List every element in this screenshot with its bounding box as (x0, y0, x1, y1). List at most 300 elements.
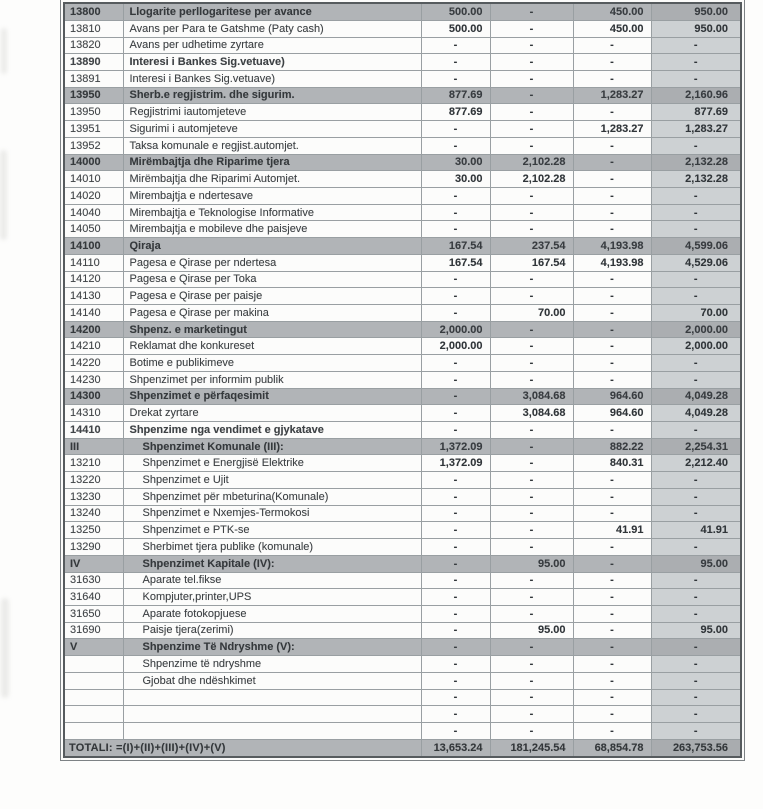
value-cell-3: - (573, 371, 651, 388)
row-code (64, 722, 123, 739)
table-row (64, 204, 741, 221)
value-cell-4: - (651, 54, 741, 71)
value-cell-1: 877.69 (421, 87, 490, 104)
value-cell-1: - (421, 204, 490, 221)
row-description: Pagesa e Qirase per Toka (123, 271, 421, 288)
value-cell-1: - (421, 371, 490, 388)
value-cell-1: - (421, 689, 490, 706)
value-cell-2: - (490, 589, 573, 606)
value-cell-2: 3,084.68 (490, 388, 573, 405)
value-cell-4: - (651, 70, 741, 87)
value-cell-2: - (490, 104, 573, 121)
value-cell-3: - (573, 204, 651, 221)
section-row (64, 438, 741, 455)
row-code: 13952 (64, 137, 123, 154)
value-cell-1: - (421, 70, 490, 87)
value-cell-3: 41.91 (573, 522, 651, 539)
table-row (64, 589, 741, 606)
value-cell-4: 950.00 (651, 20, 741, 37)
row-description: Sherb.e regjistrim. dhe sigurim. (123, 87, 421, 104)
row-description: Botime e publikimeve (123, 355, 421, 372)
row-code: 14050 (64, 221, 123, 238)
value-cell-1: 2,000.00 (421, 321, 490, 338)
value-cell-4: - (651, 706, 741, 723)
value-cell-4: 41.91 (651, 522, 741, 539)
value-cell-3: 882.22 (573, 438, 651, 455)
table-row (64, 672, 741, 689)
value-cell-3: 964.60 (573, 388, 651, 405)
value-cell-3: - (573, 221, 651, 238)
value-cell-1: - (421, 572, 490, 589)
value-cell-1: - (421, 137, 490, 154)
value-cell-1: 500.00 (421, 3, 490, 20)
row-code: 14000 (64, 154, 123, 171)
value-cell-4: - (651, 689, 741, 706)
value-cell-3: 450.00 (573, 3, 651, 20)
value-cell-3: - (573, 689, 651, 706)
value-cell-4: - (651, 672, 741, 689)
value-cell-4: 95.00 (651, 622, 741, 639)
value-cell-3: 964.60 (573, 405, 651, 422)
value-cell-4: 2,160.96 (651, 87, 741, 104)
value-cell-1: - (421, 505, 490, 522)
total-row (64, 739, 741, 757)
value-cell-1: 2,000.00 (421, 338, 490, 355)
row-code: 13810 (64, 20, 123, 37)
value-cell-1: - (421, 589, 490, 606)
value-cell-4: - (651, 371, 741, 388)
section-row (64, 87, 741, 104)
value-cell-2: - (490, 422, 573, 439)
value-cell-4: - (651, 221, 741, 238)
value-cell-1: - (421, 672, 490, 689)
row-code: 14020 (64, 187, 123, 204)
table-row (64, 355, 741, 372)
value-cell-2: - (490, 522, 573, 539)
value-cell-3: - (573, 355, 651, 372)
table-row (64, 622, 741, 639)
row-description: Shpenzimet e Ujit (123, 472, 421, 489)
table-row (64, 455, 741, 472)
row-description: Llogarite perllogaritese per avance (123, 3, 421, 20)
value-cell-2: - (490, 605, 573, 622)
value-cell-3: - (573, 706, 651, 723)
row-description: Shpenzime nga vendimet e gjykatave (123, 422, 421, 439)
value-cell-3: - (573, 422, 651, 439)
row-code: 13800 (64, 3, 123, 20)
row-description: Shpenzimet e Energjisë Elektrike (123, 455, 421, 472)
row-description: Pagesa e Qirase per makina (123, 305, 421, 322)
row-description: Shpenzimet e PTK-se (123, 522, 421, 539)
row-code: 14140 (64, 305, 123, 322)
value-cell-1: - (421, 639, 490, 656)
table-row (64, 422, 741, 439)
value-cell-4: - (651, 288, 741, 305)
value-cell-1: - (421, 37, 490, 54)
value-cell-2: - (490, 87, 573, 104)
table-row (64, 572, 741, 589)
row-description: Gjobat dhe ndëshkimet (123, 672, 421, 689)
table-row (64, 605, 741, 622)
value-cell-3: - (573, 639, 651, 656)
value-cell-3: - (573, 572, 651, 589)
row-code: 13891 (64, 70, 123, 87)
table-row (64, 505, 741, 522)
value-cell-3: 450.00 (573, 20, 651, 37)
row-description: Aparate tel.fikse (123, 572, 421, 589)
table-row (64, 522, 741, 539)
value-cell-3: - (573, 472, 651, 489)
value-cell-3: - (573, 154, 651, 171)
value-cell-1: - (421, 54, 490, 71)
table-row (64, 472, 741, 489)
value-cell-2: 2,102.28 (490, 171, 573, 188)
value-cell-4: - (651, 722, 741, 739)
section-row (64, 238, 741, 255)
section-row (64, 3, 741, 20)
row-description (123, 706, 421, 723)
table-row (64, 539, 741, 556)
value-cell-4: - (651, 639, 741, 656)
table-row (64, 20, 741, 37)
row-code: 14410 (64, 422, 123, 439)
value-cell-3: 840.31 (573, 455, 651, 472)
value-cell-4: - (651, 187, 741, 204)
row-description: Sherbimet tjera publike (komunale) (123, 539, 421, 556)
table-row (64, 70, 741, 87)
value-cell-1: - (421, 405, 490, 422)
value-cell-3: - (573, 672, 651, 689)
expense-table (63, 2, 742, 758)
row-description: Shpenzime të ndryshme (123, 656, 421, 673)
value-cell-1: - (421, 221, 490, 238)
row-code: III (64, 438, 123, 455)
value-cell-4: - (651, 355, 741, 372)
value-cell-3: - (573, 321, 651, 338)
table-row (64, 706, 741, 723)
row-code: 14040 (64, 204, 123, 221)
row-description: Mirembajtja e mobileve dhe paisjeve (123, 221, 421, 238)
row-code: 13950 (64, 87, 123, 104)
value-cell-1: - (421, 422, 490, 439)
value-cell-2: - (490, 472, 573, 489)
value-cell-2: - (490, 70, 573, 87)
value-cell-4: 4,049.28 (651, 405, 741, 422)
value-cell-2: - (490, 505, 573, 522)
value-cell-4: 95.00 (651, 555, 741, 572)
expense-table-body (64, 3, 741, 757)
row-description: Regjistrimi iautomjeteve (123, 104, 421, 121)
row-description: Drekat zyrtare (123, 405, 421, 422)
row-description: Qiraja (123, 238, 421, 255)
value-cell-1: - (421, 355, 490, 372)
row-description (123, 689, 421, 706)
value-cell-1: - (421, 472, 490, 489)
value-cell-1: 30.00 (421, 154, 490, 171)
row-description: Mirëmbajtja dhe Riparimi Automjet. (123, 171, 421, 188)
value-cell-3: - (573, 305, 651, 322)
value-cell-1: - (421, 706, 490, 723)
row-description: Shpenzimet Kapitale (IV): (123, 555, 421, 572)
table-row (64, 221, 741, 238)
table-row (64, 54, 741, 71)
row-code: 14100 (64, 238, 123, 255)
value-cell-1: - (421, 722, 490, 739)
row-description (123, 722, 421, 739)
value-cell-4: 2,000.00 (651, 321, 741, 338)
row-description: Avans per Para te Gatshme (Paty cash) (123, 20, 421, 37)
value-cell-2: - (490, 639, 573, 656)
scan-artifact (0, 150, 7, 240)
row-code: 14200 (64, 321, 123, 338)
row-description: Shpenzime Të Ndryshme (V): (123, 639, 421, 656)
value-cell-2: - (490, 3, 573, 20)
value-cell-2: 2,102.28 (490, 154, 573, 171)
value-cell-4: - (651, 472, 741, 489)
row-description: Interesi i Bankes Sig.vetuave) (123, 54, 421, 71)
value-cell-3: - (573, 622, 651, 639)
row-code (64, 672, 123, 689)
value-cell-1: - (421, 622, 490, 639)
table-row (64, 689, 741, 706)
value-cell-2: 70.00 (490, 305, 573, 322)
value-cell-2: - (490, 355, 573, 372)
row-code: 31690 (64, 622, 123, 639)
table-row (64, 271, 741, 288)
table-row (64, 254, 741, 271)
value-cell-3: 4,193.98 (573, 238, 651, 255)
table-row (64, 104, 741, 121)
value-cell-3: - (573, 555, 651, 572)
value-cell-4: 4,049.28 (651, 388, 741, 405)
scan-artifact (1, 28, 7, 74)
row-code: 14230 (64, 371, 123, 388)
row-code: 13210 (64, 455, 123, 472)
row-code: IV (64, 555, 123, 572)
value-cell-1: 167.54 (421, 254, 490, 271)
value-cell-1: - (421, 288, 490, 305)
value-cell-1: - (421, 305, 490, 322)
value-cell-3: 1,283.27 (573, 121, 651, 138)
value-cell-1: 167.54 (421, 238, 490, 255)
row-code: 13890 (64, 54, 123, 71)
value-cell-1: 30.00 (421, 171, 490, 188)
value-cell-1: - (421, 488, 490, 505)
row-description: Shpenzimet Komunale (III): (123, 438, 421, 455)
value-cell-2: - (490, 438, 573, 455)
row-code: 14110 (64, 254, 123, 271)
value-cell-3: - (573, 722, 651, 739)
row-code: 13820 (64, 37, 123, 54)
value-cell-4: 1,283.27 (651, 121, 741, 138)
value-cell-4: 877.69 (651, 104, 741, 121)
table-row (64, 37, 741, 54)
value-cell-2: - (490, 121, 573, 138)
value-cell-2: - (490, 488, 573, 505)
row-description: Shpenzimet për mbeturina(Komunale) (123, 488, 421, 505)
row-code: 13250 (64, 522, 123, 539)
value-cell-3: - (573, 54, 651, 71)
value-cell-4: 70.00 (651, 305, 741, 322)
value-cell-1: 13,653.24 (421, 739, 490, 757)
table-row (64, 288, 741, 305)
row-description: Mirembajtja e Teknologise Informative (123, 204, 421, 221)
value-cell-2: - (490, 689, 573, 706)
table-row (64, 187, 741, 204)
value-cell-4: 263,753.56 (651, 739, 741, 757)
row-code: 14300 (64, 388, 123, 405)
row-code (64, 689, 123, 706)
value-cell-4: - (651, 589, 741, 606)
value-cell-1: - (421, 656, 490, 673)
row-code (64, 706, 123, 723)
row-description: Paisje tjera(zerimi) (123, 622, 421, 639)
row-description: Pagesa e Qirase per ndertesa (123, 254, 421, 271)
value-cell-4: 2,212.40 (651, 455, 741, 472)
value-cell-3: 4,193.98 (573, 254, 651, 271)
value-cell-2: - (490, 204, 573, 221)
value-cell-4: - (651, 204, 741, 221)
value-cell-1: 877.69 (421, 104, 490, 121)
value-cell-2: - (490, 656, 573, 673)
value-cell-3: - (573, 589, 651, 606)
value-cell-4: - (651, 505, 741, 522)
value-cell-3: - (573, 187, 651, 204)
table-row (64, 121, 741, 138)
value-cell-4: 2,132.28 (651, 154, 741, 171)
value-cell-2: - (490, 539, 573, 556)
row-description: Shpenzimet per informim publik (123, 371, 421, 388)
row-description: Kompjuter,printer,UPS (123, 589, 421, 606)
value-cell-1: 1,372.09 (421, 438, 490, 455)
value-cell-2: - (490, 371, 573, 388)
row-description: Shpenzimet e përfaqesimit (123, 388, 421, 405)
value-cell-3: - (573, 70, 651, 87)
value-cell-3: - (573, 137, 651, 154)
row-description: Shpenzimet e Nxemjes-Termokosi (123, 505, 421, 522)
row-description: Avans per udhetime zyrtare (123, 37, 421, 54)
value-cell-2: - (490, 572, 573, 589)
value-cell-2: - (490, 271, 573, 288)
row-code: 31640 (64, 589, 123, 606)
value-cell-1: - (421, 388, 490, 405)
section-row (64, 555, 741, 572)
row-code: 13240 (64, 505, 123, 522)
value-cell-4: - (651, 605, 741, 622)
row-description: Interesi i Bankes Sig.vetuave) (123, 70, 421, 87)
value-cell-4: 2,000.00 (651, 338, 741, 355)
value-cell-3: - (573, 488, 651, 505)
table-row (64, 722, 741, 739)
value-cell-4: 4,529.06 (651, 254, 741, 271)
row-code: 14310 (64, 405, 123, 422)
table-row (64, 137, 741, 154)
value-cell-4: - (651, 539, 741, 556)
row-code: 13230 (64, 488, 123, 505)
value-cell-3: - (573, 37, 651, 54)
row-description: Mirembajtja e ndertesave (123, 187, 421, 204)
value-cell-3: - (573, 271, 651, 288)
section-row (64, 639, 741, 656)
table-row (64, 171, 741, 188)
value-cell-2: - (490, 455, 573, 472)
value-cell-2: - (490, 706, 573, 723)
row-code: 13290 (64, 539, 123, 556)
value-cell-2: 181,245.54 (490, 739, 573, 757)
value-cell-4: - (651, 422, 741, 439)
row-code: V (64, 639, 123, 656)
value-cell-3: 68,854.78 (573, 739, 651, 757)
value-cell-1: - (421, 522, 490, 539)
value-cell-1: - (421, 121, 490, 138)
row-code: 14120 (64, 271, 123, 288)
value-cell-2: - (490, 37, 573, 54)
table-row (64, 371, 741, 388)
table-row (64, 405, 741, 422)
value-cell-2: 3,084.68 (490, 405, 573, 422)
value-cell-4: - (651, 271, 741, 288)
value-cell-3: 1,283.27 (573, 87, 651, 104)
value-cell-2: - (490, 137, 573, 154)
value-cell-3: - (573, 505, 651, 522)
section-row (64, 321, 741, 338)
value-cell-3: - (573, 605, 651, 622)
row-code: 14210 (64, 338, 123, 355)
value-cell-3: - (573, 338, 651, 355)
value-cell-2: 237.54 (490, 238, 573, 255)
value-cell-2: - (490, 20, 573, 37)
value-cell-4: - (651, 572, 741, 589)
value-cell-1: 1,372.09 (421, 455, 490, 472)
row-description: Reklamat dhe konkureset (123, 338, 421, 355)
table-row (64, 656, 741, 673)
row-code: 13950 (64, 104, 123, 121)
table-row (64, 338, 741, 355)
value-cell-4: - (651, 137, 741, 154)
scan-artifact (1, 598, 9, 698)
value-cell-4: 950.00 (651, 3, 741, 20)
row-code: 14130 (64, 288, 123, 305)
value-cell-1: 500.00 (421, 20, 490, 37)
row-code: 13951 (64, 121, 123, 138)
value-cell-1: - (421, 187, 490, 204)
row-description: Taksa komunale e regjist.automjet. (123, 137, 421, 154)
value-cell-1: - (421, 605, 490, 622)
value-cell-3: - (573, 656, 651, 673)
value-cell-2: - (490, 722, 573, 739)
row-code: 31630 (64, 572, 123, 589)
row-description: Shpenz. e marketingut (123, 321, 421, 338)
section-row (64, 388, 741, 405)
value-cell-2: - (490, 672, 573, 689)
value-cell-2: 167.54 (490, 254, 573, 271)
row-description: Aparate fotokopjuese (123, 605, 421, 622)
value-cell-2: - (490, 54, 573, 71)
row-code: 14220 (64, 355, 123, 372)
table-row (64, 305, 741, 322)
value-cell-4: - (651, 656, 741, 673)
value-cell-4: 2,254.31 (651, 438, 741, 455)
row-description: Sigurimi i automjeteve (123, 121, 421, 138)
row-description: Mirëmbajtja dhe Riparime tjera (123, 154, 421, 171)
value-cell-4: 4,599.06 (651, 238, 741, 255)
total-label: TOTALI: =(I)+(II)+(III)+(IV)+(V) (64, 739, 421, 757)
value-cell-1: - (421, 271, 490, 288)
row-description: Pagesa e Qirase per paisje (123, 288, 421, 305)
row-code: 13220 (64, 472, 123, 489)
value-cell-1: - (421, 555, 490, 572)
value-cell-2: - (490, 221, 573, 238)
